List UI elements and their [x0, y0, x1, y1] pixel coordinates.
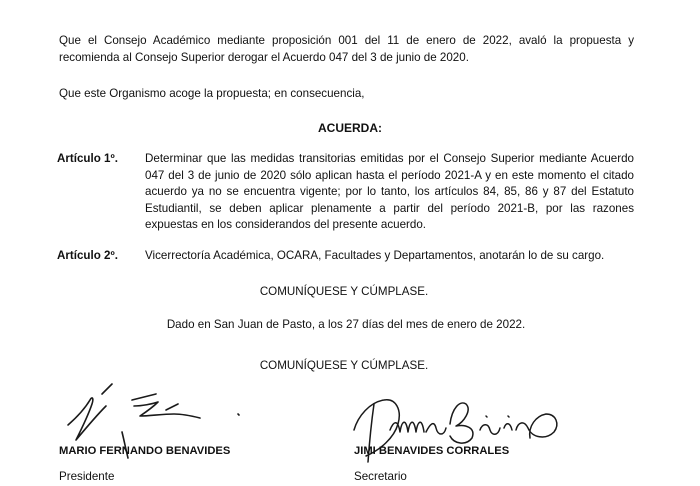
- closing-comuniquese-2: COMUNÍQUESE Y CÚMPLASE.: [259, 359, 429, 372]
- closing-date-place: Dado en San Juan de Pasto, a los 27 días del mes de enero de 2022.: [166, 318, 526, 331]
- paragraph-organismo: Que este Organismo acoge la propuesta; en consecuencia,: [59, 87, 365, 100]
- heading-acuerda: ACUERDA:: [318, 121, 382, 135]
- signatory-right-name: JIMI BENAVIDES CORRALES: [354, 445, 510, 457]
- closing-comuniquese-1: COMUNÍQUESE Y CÚMPLASE.: [259, 285, 429, 298]
- article-2-label: Artículo 2º.: [57, 249, 118, 262]
- paragraph-consejo-academico: Que el Consejo Académico mediante proposición 001 del 11 de enero de 2022, avaló la propuesta y recomienda al Consejo Superior derogar el Acuerdo 047 del 3 de junio de 2020.: [59, 34, 634, 64]
- article-1-text: Determinar que las medidas transitorias emitidas por el Consejo Superior mediante Acuerdo 047 del 3 de junio de 2020 sólo aplican hasta el período 2021-A y en este momento el citado acuerdo ya no se encuentra vigente; por lo tanto, los artículos 84, 85, 86 y 87 del Estatuto Estudiantil, se deben aplicar plenamente a partir del período 2021-B, por las razones expuestas en los considerandos del presente acuerdo.: [145, 152, 634, 231]
- signatory-left-name: MARIO FERNANDO BENAVIDES: [59, 445, 231, 457]
- signatory-left-role: Presidente: [59, 470, 115, 483]
- signatory-right-role: Secretario: [354, 470, 407, 483]
- article-2-text: Vicerrectoría Académica, OCARA, Facultades y Departamentos, anotarán lo de su cargo.: [145, 249, 605, 262]
- article-1-label: Artículo 1º.: [57, 152, 118, 165]
